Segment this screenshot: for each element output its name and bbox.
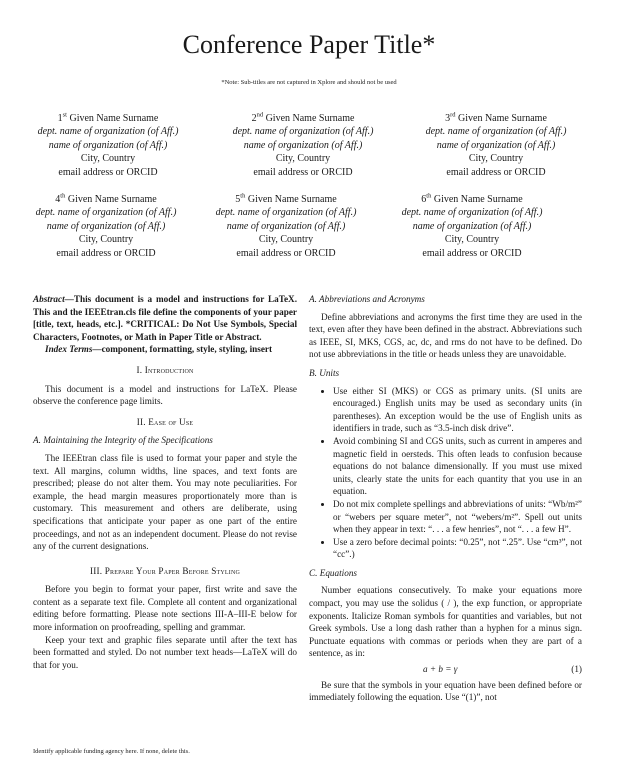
author-city: City, Country — [78, 234, 134, 246]
author-dept: dept. name of organization (of Aff.) — [232, 126, 374, 138]
author-email: email address or ORCID — [253, 166, 353, 178]
author-card — [203, 112, 403, 179]
paragraph: Be sure that the symbols in your equation have been defined before or immediately following the equation. Use “(1)”, not — [309, 679, 582, 703]
author-card — [8, 112, 208, 179]
paragraph: This document is a model and instructions for LaTeX. Please observe the conference page limits. — [33, 383, 297, 407]
title-note: *Note: Sub-titles are not captured in Xplore and should not be used — [221, 79, 397, 86]
author-name: 6th Given Name Surname — [421, 192, 523, 205]
author-org: name of organization (of Aff.) — [48, 139, 168, 151]
author-city: City, Country — [468, 153, 524, 165]
author-name: 2nd Given Name Surname — [251, 111, 355, 124]
section-heading-ease-of-use: II. Ease of Use — [136, 416, 194, 427]
author-dept: dept. name of organization (of Aff.) — [35, 207, 177, 219]
author-org: name of organization (of Aff.) — [436, 139, 556, 151]
subsection-heading: C. Equations — [309, 567, 357, 578]
author-name: 4th Given Name Surname — [55, 192, 157, 205]
units-list — [309, 385, 582, 561]
author-city: City, Country — [275, 153, 331, 165]
index-terms-text: —component, formatting, style, styling, insert — [92, 344, 273, 355]
author-city: City, Country — [258, 234, 314, 246]
author-org: name of organization (of Aff.) — [412, 220, 532, 232]
subsection-heading: A. Maintaining the Integrity of the Specifications — [33, 435, 213, 446]
paper-title: Conference Paper Title* — [182, 30, 436, 59]
index-terms — [33, 343, 297, 356]
paragraph: Keep your text and graphic files separate until after the text has been formatted and styled. Do not number text heads—LaTeX will do that for you. — [33, 634, 297, 670]
author-dept: dept. name of organization (of Aff.) — [215, 207, 357, 219]
right-column — [309, 293, 582, 704]
list-item: • Do not mix complete spellings and abbreviations of units: “Wb/m²” or “webers per square meter”, not “webers/m²”. Spell out units when they appear in text: “. . . a few henries”, not “. . . a few H”. — [333, 498, 582, 536]
funding-footnote: Identify applicable funding agency here. If none, delete this. — [33, 748, 190, 755]
author-email: email address or ORCID — [56, 247, 156, 259]
subsection-heading: A. Abbreviations and Acronyms — [309, 294, 425, 304]
section-heading-introduction: I. Introduction — [136, 364, 194, 375]
author-email: email address or ORCID — [236, 247, 336, 259]
author-name: 3rd Given Name Surname — [445, 111, 547, 124]
paragraph: Define abbreviations and acronyms the first time they are used in the text, even after they have been defined in the abstract. Abbreviations such as IEEE, SI, MKS, CGS, ac, dc, and rms do not have to be defined. Do not use abbreviations in the title or heads unless they are unavoidable. — [309, 311, 582, 360]
author-org: name of organization (of Aff.) — [46, 220, 166, 232]
abstract — [33, 293, 297, 343]
author-dept: dept. name of organization (of Aff.) — [425, 126, 567, 138]
section-heading-prepare: III. Prepare Your Paper Before Styling — [89, 565, 241, 576]
author-dept: dept. name of organization (of Aff.) — [37, 126, 179, 138]
author-city: City, Country — [444, 234, 500, 246]
index-terms-label: Index Terms — [45, 344, 93, 355]
abstract-text: —This document is a model and instructions for LaTeX. This and the IEEEtran.cls file define the components of your paper [title, text, heads, etc.]. *CRITICAL: Do Not Use Symbols, Special Characters, Footnotes, or Math in Paper Title or Abstract. — [33, 294, 297, 342]
author-org: name of organization (of Aff.) — [226, 220, 346, 232]
paragraph: Before you begin to format your paper, first write and save the content as a separate text file. Complete all content and organizational editing before formatting. Please note sections III-A–III-E below for more information on proofreading, spelling and grammar. — [33, 584, 297, 633]
author-card — [372, 193, 572, 260]
author-email: email address or ORCID — [446, 166, 546, 178]
author-card — [186, 193, 386, 260]
list-item: • Avoid combining SI and CGS units, such as current in amperes and magnetic field in oersteds. This often leads to confusion because equations do not balance dimensionally. If you must use mixed units, clearly state the units for each quantity that you use in an equation. — [333, 435, 582, 498]
list-item: • Use either SI (MKS) or CGS as primary units. (SI units are encouraged.) English units may be used as secondary units (in parentheses). An exception would be the use of English units as identifiers in trade, such as “3.5-inch disk drive”. — [333, 385, 582, 435]
equation-expression: a + b = γ — [422, 664, 458, 675]
subsection-heading: B. Units — [309, 367, 340, 378]
author-email: email address or ORCID — [58, 166, 158, 178]
abstract-label: Abstract — [33, 294, 65, 304]
author-name: 5th Given Name Surname — [235, 192, 337, 205]
author-city: City, Country — [80, 153, 136, 165]
paragraph: Number equations consecutively. To make your equations more compact, you may use the solidus ( / ), the exp function, or appropriate exponents. Italicize Roman symbols for quantities and variables, but not Greek symbols. Use a long dash rather than a hyphen for a minus sign. Punctuate equations with commas or periods when they are part of a sentence, as in: — [309, 585, 582, 659]
author-dept: dept. name of organization (of Aff.) — [401, 207, 543, 219]
list-item: • Use a zero before decimal points: “0.25”, not “.25”. Use “cm³”, not “cc”.) — [333, 536, 582, 561]
paragraph: The IEEEtran class file is used to format your paper and style the text. All margins, column widths, line spaces, and text fonts are prescribed; please do not alter them. You may note peculiarities. For example, the head margin measures proportionately more than is customary. This measurement and others are deliberate, using specifications that anticipate your paper as one part of the entire proceedings, and not as an independent document. Please do not revise any of the current designations. — [33, 452, 297, 552]
author-name: 1st Given Name Surname — [57, 111, 159, 124]
author-card — [396, 112, 596, 179]
author-card — [6, 193, 206, 260]
author-email: email address or ORCID — [422, 247, 522, 259]
equation-number: (1) — [571, 664, 582, 675]
equation — [309, 663, 582, 676]
left-column — [33, 293, 297, 671]
author-org: name of organization (of Aff.) — [243, 139, 363, 151]
